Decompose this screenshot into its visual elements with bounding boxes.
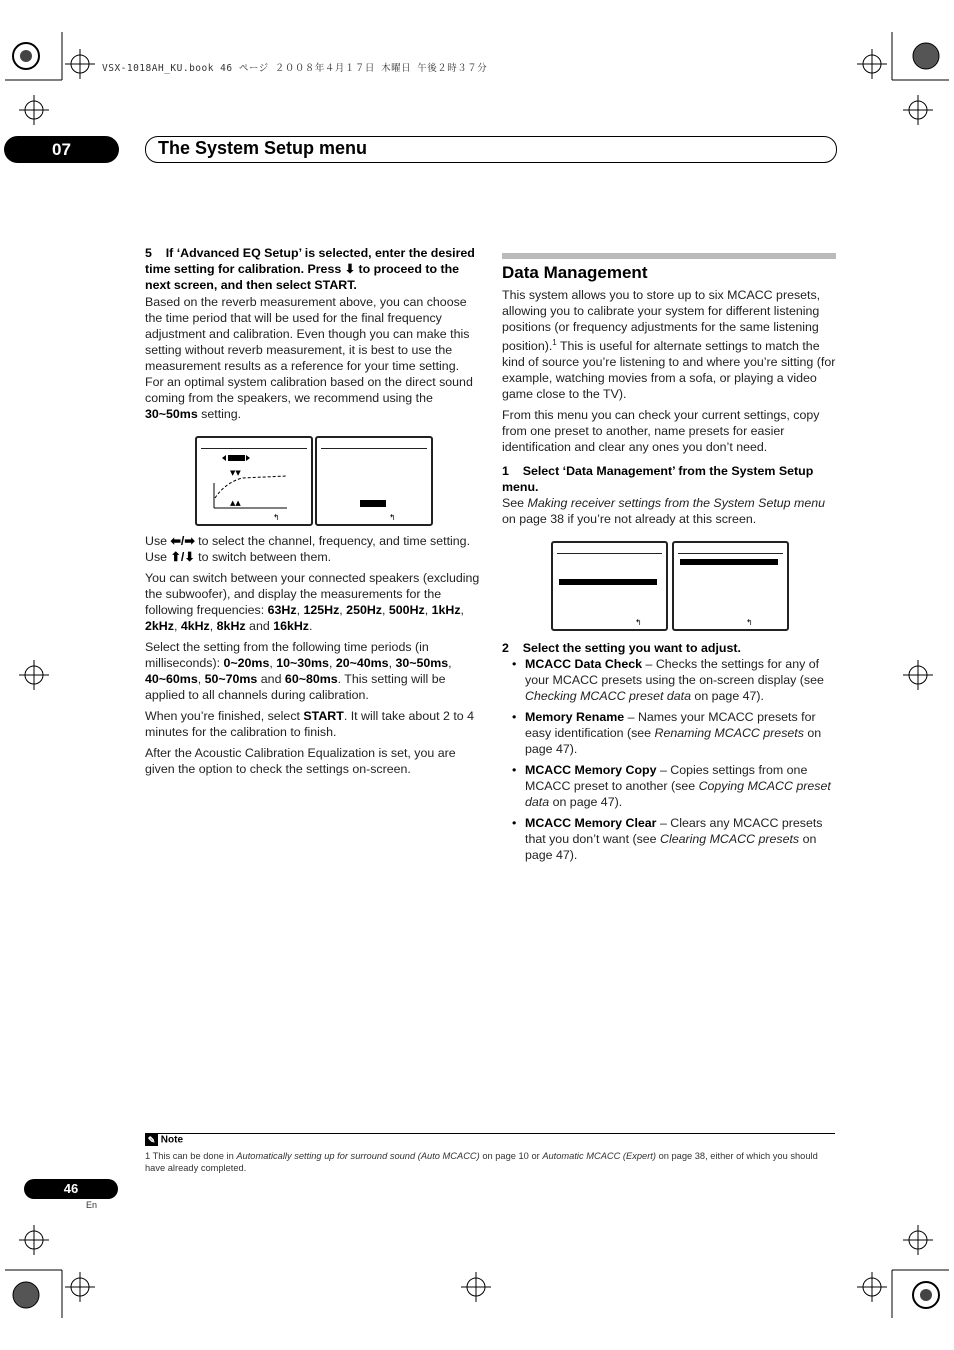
section-title: Data Management xyxy=(502,263,648,282)
svg-text:↰: ↰ xyxy=(746,618,753,627)
right-column xyxy=(502,287,836,532)
data-management-screen xyxy=(672,541,789,631)
paragraph: See Making receiver settings from the System Setup menu on page 38 if you’re not already at this screen. xyxy=(502,496,826,527)
svg-text:↰: ↰ xyxy=(273,513,280,522)
svg-text:▲▲: ▲▲ xyxy=(230,499,241,507)
paragraph: When you’re finished, select START. It will take about 2 to 4 minutes for the calibration to finish. xyxy=(145,709,474,739)
list-item: • MCACC Data Check – Checks the settings for any of your MCACC presets using the on-screen display (see Checking MCACC preset data on page 47). xyxy=(502,656,836,704)
left-column-lower xyxy=(145,533,480,782)
paragraph: Based on the reverb measurement above, you can choose the time period that will be used for the final frequency adjustment and calibration. Even though you can make this setting without reverb measurement, it is best to use the measurement results as a reference for your time setting. For an optimal system calibration based on the direct sound coming from the speakers, we recommend using the 30~50ms setting. xyxy=(145,295,473,421)
eq-start-screen xyxy=(315,436,433,526)
paragraph: Select the setting from the following time periods (in milliseconds): 0~20ms, 10~30ms, 20~40ms, 30~50ms, 40~60ms, 50~70ms and 60~80ms. This setting will be applied to all channels during calibration. xyxy=(145,640,452,702)
left-column xyxy=(145,245,478,427)
note-rule xyxy=(145,1133,835,1134)
note-pencil-icon: ✎ xyxy=(145,1134,158,1146)
language-label: En xyxy=(86,1200,98,1210)
svg-text:↰: ↰ xyxy=(389,513,396,522)
section-bar xyxy=(502,253,836,259)
page-number: 46 xyxy=(24,1179,118,1199)
paragraph: After the Acoustic Calibration Equalization is set, you are given the option to check the settings on-screen. xyxy=(145,746,456,776)
paragraph: From this menu you can check your current settings, copy from one preset to another, name presets for easier identification and clear any ones you don’t need. xyxy=(502,408,820,455)
note-heading: ✎ Note xyxy=(145,1134,183,1146)
up-down-arrow-icon: ⬆/⬇ xyxy=(170,550,195,564)
eq-graph-screen xyxy=(195,436,313,526)
list-item: • MCACC Memory Copy – Copies settings from one MCACC preset to another (see Copying MCACC preset data on page 47). xyxy=(502,762,836,810)
step-2: 2 Select the setting you want to adjust. xyxy=(502,641,741,655)
footnote: 1 This can be done in Automatically setting up for surround sound (Auto MCACC) on page 10 or Automatic MCACC (Expert) on page 38, either of which you should have already completed. xyxy=(145,1151,818,1173)
step-1: 1 Select ‘Data Management’ from the System Setup menu. xyxy=(502,464,814,495)
chapter-number: 07 xyxy=(4,136,119,163)
paragraph: Use ⬅/➡ to select the channel, frequency, and time setting. Use ⬆/⬇ to switch between them. xyxy=(145,534,471,564)
down-arrow-icon: ⬇ xyxy=(344,262,356,276)
print-info: VSX-1018AH_KU.book 46 ページ ２００８年４月１７日 木曜日 午後２時３７分 xyxy=(102,63,488,74)
right-column-lower xyxy=(502,640,836,868)
step-5: 5 If ‘Advanced EQ Setup’ is selected, enter the desired time setting for calibration. Press ⬇ to proceed to the next screen, and then select START. xyxy=(145,246,475,292)
paragraph: This system allows you to store up to six MCACC presets, allowing you to calibrate your system for different listening positions (or frequency adjustments for the same listening position).$^1$ This is useful for alternate settings to match the kind of source you’re listening to and where you’re sitting (for example, watching movies from a sofa, or playing a video game close to the TV). xyxy=(502,288,836,402)
list-item: • Memory Rename – Names your MCACC presets for easy identification (see Renaming MCACC presets on page 47). xyxy=(502,709,836,757)
system-setup-screen xyxy=(551,541,668,631)
left-right-arrow-icon: ⬅/➡ xyxy=(170,534,195,548)
settings-list xyxy=(502,656,836,863)
paragraph: You can switch between your connected speakers (excluding the subwoofer), and display the measurements for the following frequencies: 63Hz, 125Hz, 250Hz, 500Hz, 1kHz, 2kHz, 4kHz, 8kHz and 16kHz. xyxy=(145,571,480,633)
list-item: • MCACC Memory Clear – Clears any MCACC presets that you don’t want (see Clearing MCACC presets on page 47). xyxy=(502,815,836,863)
chapter-title: The System Setup menu xyxy=(158,138,368,158)
svg-text:↰: ↰ xyxy=(635,618,642,627)
svg-text:▼▼: ▼▼ xyxy=(230,469,241,477)
eq-graph xyxy=(197,438,311,524)
